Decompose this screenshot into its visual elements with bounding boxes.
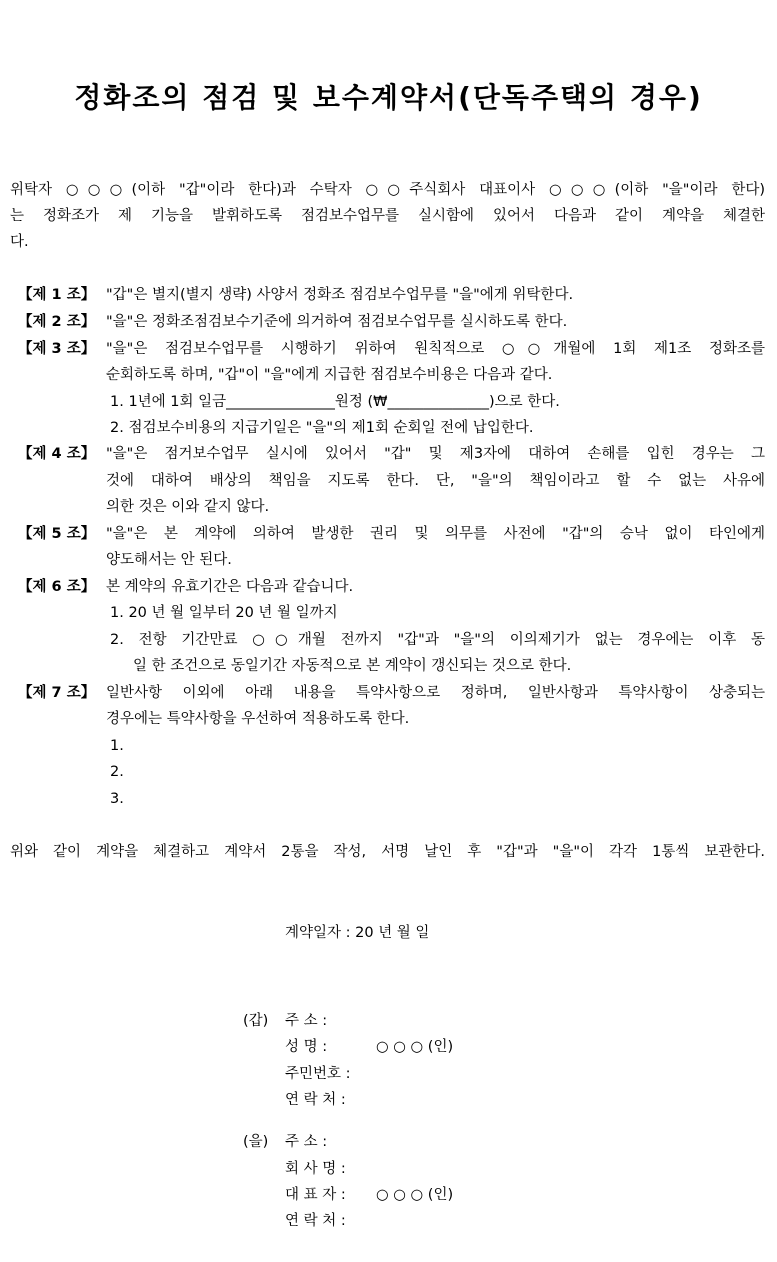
article-3-text-2: 순회하도록 하며, "갑"이 "을"에게 지급한 점검보수비용은 다음과 같다. — [106, 367, 553, 383]
party-b-address-label: 주 소 : — [285, 1134, 328, 1150]
party-a-name-value: ○ ○ ○ (인) — [376, 1039, 454, 1055]
article-2-text: "을"은 정화조점검보수기준에 의거하여 점검보수업무를 실시하도록 한다. — [106, 314, 568, 330]
article-3-text-1: "을"은 점검보수업무를 시행하기 위하여 원칙적으로 ○○개월에 1회 제1조 정화조를 — [106, 341, 765, 357]
article-4-text-3: 의한 것은 이와 같지 않다. — [106, 499, 270, 515]
party-b-rep-value: ○ ○ ○ (인) — [376, 1187, 454, 1203]
intro-line-3: 다. — [10, 234, 29, 250]
party-a-tag: (갑) — [243, 1013, 269, 1029]
article-7-item-1: 1. — [110, 738, 124, 754]
intro-line-2: 는 정화조가 제 기능을 발휘하도록 점검보수업무를 실시함에 있어서 다음과 같이 계약을 체결한 — [10, 208, 765, 224]
article-7-text-2: 경우에는 특약사항을 우선하여 적용하도록 한다. — [106, 711, 410, 727]
article-7-text-1: 일반사항 이외에 아래 내용을 특약사항으로 정하며, 일반사항과 특약사항이 상충되는 — [106, 685, 765, 701]
article-6-item-2-cont: 일 한 조건으로 동일기간 자동적으로 본 계약이 갱신되는 것으로 한다. — [133, 658, 572, 674]
article-5-text-2: 양도해서는 안 된다. — [106, 552, 232, 568]
intro-line-1: 위탁자 ○○○(이하 "갑"이라 한다)과 수탁자 ○○주식회사 대표이사 ○○○(이하 "을"이라 한다) — [10, 182, 765, 198]
party-a-name-label: 성 명 : — [285, 1039, 328, 1055]
article-5-label: 【제 5 조】 — [18, 526, 96, 542]
party-a-address-label: 주 소 : — [285, 1013, 328, 1029]
party-b-contact-label: 연 락 처 : — [285, 1213, 346, 1229]
closing-statement: 위와 같이 계약을 체결하고 계약서 2통을 작성, 서명 날인 후 "갑"과 "을"이 각각 1통씩 보관한다. — [10, 844, 765, 860]
contract-date: 계약일자 : 20 년 월 일 — [285, 925, 430, 941]
article-7-item-3: 3. — [110, 791, 124, 807]
party-a-contact-label: 연 락 처 : — [285, 1092, 346, 1108]
article-3-item-2: 2. 점검보수비용의 지급기일은 "을"의 제1회 순회일 전에 납입한다. — [110, 420, 534, 436]
party-b-rep-label: 대 표 자 : — [285, 1187, 346, 1203]
party-b-tag: (을) — [243, 1134, 269, 1150]
article-6-item-1: 1. 20 년 월 일부터 20 년 월 일까지 — [110, 605, 338, 621]
article-3-item-1: 1. 1년에 1회 일금_______________원정 (₩______________)으로 한다. — [110, 394, 560, 410]
article-5-text-1: "을"은 본 계약에 의하여 발생한 권리 및 의무를 사전에 "갑"의 승낙 없이 타인에게 — [106, 526, 765, 542]
article-1-label: 【제 1 조】 — [18, 287, 96, 303]
article-6-label: 【제 6 조】 — [18, 579, 96, 595]
article-3-label: 【제 3 조】 — [18, 341, 96, 357]
article-7-label: 【제 7 조】 — [18, 685, 96, 701]
party-a-id-label: 주민번호 : — [285, 1066, 351, 1082]
article-6-item-2: 2. 전항 기간만료 ○○개월 전까지 "갑"과 "을"의 이의제기가 없는 경우에는 이후 동 — [110, 632, 765, 648]
page-title: 정화조의 점검 및 보수계약서(단독주택의 경우) — [74, 81, 703, 114]
article-4-label: 【제 4 조】 — [18, 446, 96, 462]
article-4-text-2: 것에 대하여 배상의 책임을 지도록 한다. 단, "을"의 책임이라고 할 수 없는 사유에 — [106, 473, 765, 489]
article-2-label: 【제 2 조】 — [18, 314, 96, 330]
article-6-text-1: 본 계약의 유효기간은 다음과 같습니다. — [106, 579, 354, 595]
article-4-text-1: "을"은 점거보수업무 실시에 있어서 "갑" 및 제3자에 대하여 손해를 입힌 경우는 그 — [106, 446, 765, 462]
article-1-text: "갑"은 별지(별지 생략) 사양서 정화조 점검보수업무를 "을"에게 위탁한다. — [106, 287, 574, 303]
party-b-company-label: 회 사 명 : — [285, 1161, 346, 1177]
article-7-item-2: 2. — [110, 764, 124, 780]
